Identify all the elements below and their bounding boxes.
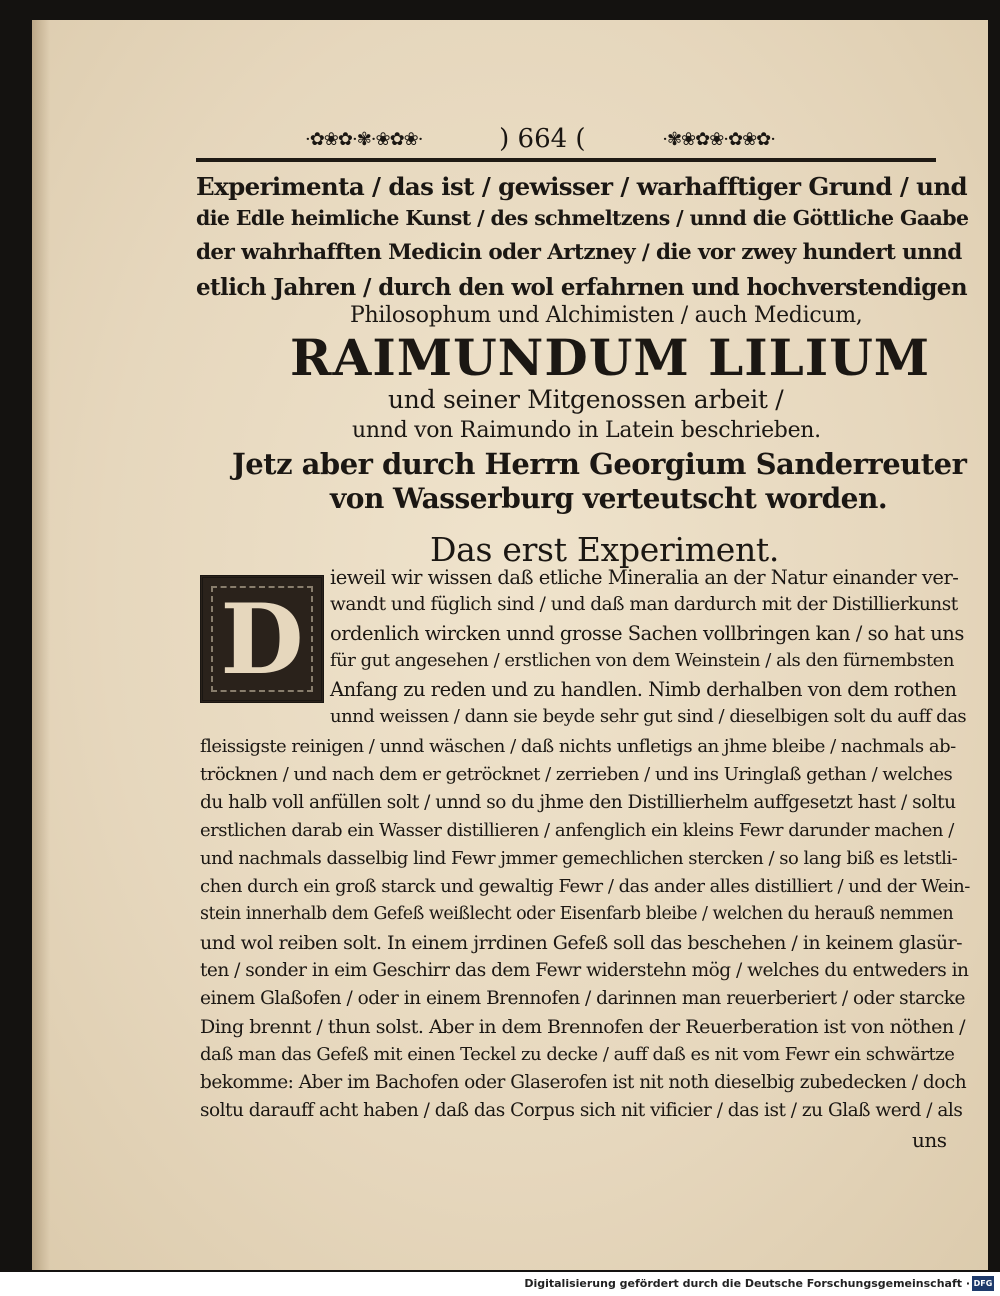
body-line-2: wandt und füglich sind / und daß man dardurch mit der Distillierkunst [330,594,958,615]
dfg-logo-text: DFG [973,1279,993,1288]
title-line-2: die Edle heimliche Kunst / des schmeltzens / unnd die Göttliche Gaabe [196,206,969,230]
body-line-11: und nachmals dasselbig lind Fewr jmmer gemechlichen stercken / so lang biß es letstli- [200,848,958,869]
body-line-14: und wol reiben solt. In einem jrrdinen Gefeß soll das beschehen / in keinem glasür- [200,932,963,954]
body-line-16: einem Glaßofen / oder in einem Brennofen / darinnen man reuerberiert / oder starcke [200,988,965,1009]
author-name: RAIMUNDUM LILIUM [290,328,931,387]
body-line-18: daß man das Gefeß mit einen Teckel zu decke / auff daß es nit vom Fewr ein schwärtze [200,1044,955,1065]
title-line-1: Experimenta / das ist / gewisser / warhafftiger Grund / und [196,172,968,201]
body-line-15: ten / sonder in eim Geschirr das dem Fewr widerstehn mög / welches du entweders in [200,960,969,981]
body-line-5: Anfang zu reden und zu handlen. Nimb derhalben von dem rothen [330,678,957,701]
body-line-9: du halb voll anfüllen solt / unnd so du jhme den Distillierhelm auffgesetzt hast / soltu [200,792,956,813]
body-line-12: chen durch ein groß starck und gewaltig Fewr / das ander alles distilliert / und der Wein- [200,876,970,897]
page-gutter-shadow [32,20,50,1270]
body-line-19: bekomme: Aber im Bachofen oder Glaserofen ist nit noth dieselbig zubedecken / doch [200,1072,967,1093]
page-header [305,122,775,156]
initial-letter: D [220,582,304,696]
ornament-left: ·✿❀✿·✾·❀✿❀· [305,128,423,150]
body-line-7: fleissigste reinigen / unnd wäschen / daß nichts unfletigs an jhme bleibe / nachmals ab- [200,736,956,757]
title-line-4: etlich Jahren / durch den wol erfahrnen und hochverstendigen [196,274,967,301]
body-line-17: Ding brennt / thun solst. Aber in dem Brennofen der Reuerberation ist von nöthen / [200,1016,966,1038]
ornament-right: ·✾❀✿❀·✿❀✿· [662,128,775,150]
decorated-initial [200,575,324,703]
title-line-10: von Wasserburg verteutscht worden. [330,482,888,515]
body-line-8: tröcknen / und nach dem er getröcknet / zerrieben / und ins Uringlaß gethan / welches [200,764,953,785]
initial-ornament-frame [211,586,313,692]
body-line-4: für gut angesehen / erstlichen von dem Weinstein / als den fürnembsten [330,650,954,671]
catchword: uns [912,1128,947,1152]
section-heading: Das erst Experiment. [430,530,780,569]
body-line-3: ordenlich wircken unnd grosse Sachen vollbringen kan / so hat uns [330,622,964,645]
header-rule [196,158,936,162]
body-line-1: ieweil wir wissen daß etliche Mineralia an der Natur einander ver- [330,566,959,589]
title-line-8: unnd von Raimundo in Latein beschrieben. [352,418,821,443]
body-line-20: soltu darauff acht haben / daß das Corpus sich nit vificier / das ist / zu Glaß werd / als [200,1100,963,1121]
title-line-5: Philosophum und Alchimisten / auch Medicum, [350,303,863,328]
body-line-10: erstlichen darab ein Wasser distillieren / anfenglich ein kleins Fewr darunder machen / [200,820,954,841]
title-line-9: Jetz aber durch Herrn Georgium Sanderreuter [232,447,967,481]
page-number: ) 664 ( [499,124,586,154]
funding-notice: Digitalisierung gefördert durch die Deutsche Forschungsgemeinschaft · [524,1277,970,1290]
title-line-3: der wahrhafften Medicin oder Artzney / die vor zwey hundert unnd [196,240,962,265]
dfg-logo-icon [972,1276,994,1291]
title-line-7: und seiner Mitgenossen arbeit / [388,385,784,414]
body-line-6: unnd weissen / dann sie beyde sehr gut sind / dieselbigen solt du auff das [330,706,967,727]
body-line-13: stein innerhalb dem Gefeß weißlecht oder Eisenfarb bleibe / welchen du herauß nemmen [200,904,954,924]
